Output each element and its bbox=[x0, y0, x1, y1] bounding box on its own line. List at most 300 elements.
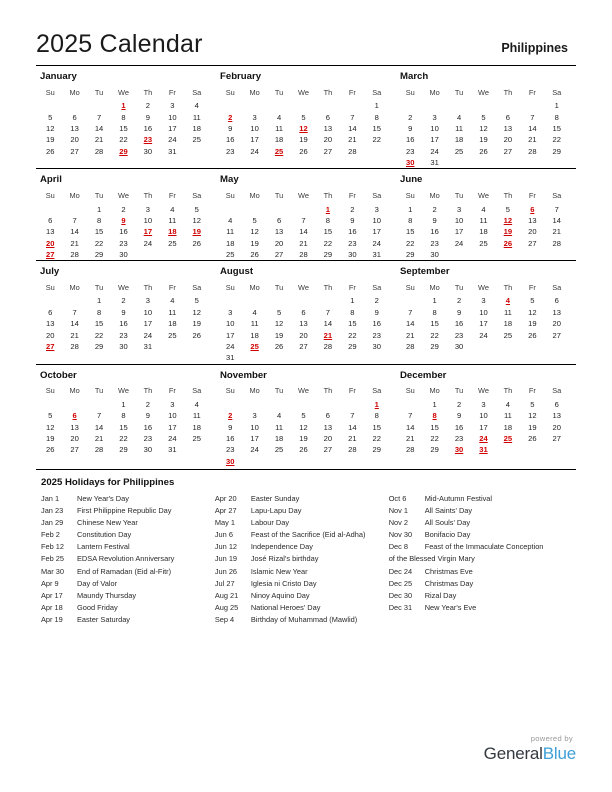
day-cell: 10 bbox=[454, 215, 464, 225]
day-cell-empty bbox=[447, 249, 471, 260]
weekday-header-su: Su bbox=[45, 386, 55, 396]
weekday-header-we: We bbox=[298, 87, 309, 97]
day-cell: 19 bbox=[45, 434, 55, 443]
day-cell: 14 bbox=[405, 422, 415, 432]
day-cell: 19 bbox=[299, 434, 308, 443]
holiday-name: Lantern Festival bbox=[77, 542, 130, 552]
day-cell: 29 bbox=[372, 445, 381, 455]
day-cell: 2 bbox=[350, 204, 355, 214]
day-cell: 17 bbox=[479, 422, 488, 432]
holiday-name: EDSA Revolution Anniversary bbox=[77, 554, 175, 564]
day-cell: 23 bbox=[225, 445, 235, 455]
weekday-header-we: We bbox=[478, 386, 489, 396]
day-cell: 3 bbox=[252, 411, 257, 421]
week-row bbox=[218, 123, 389, 134]
weekday-header-mo: Mo bbox=[429, 190, 440, 200]
day-cell: 8 bbox=[554, 112, 559, 122]
day-cell: 12 bbox=[274, 319, 284, 329]
month-may bbox=[216, 172, 396, 260]
month-name: July bbox=[40, 266, 60, 278]
day-cell: 4 bbox=[276, 112, 282, 122]
week-row bbox=[38, 329, 209, 340]
holiday-name: Christmas Eve bbox=[424, 566, 473, 576]
weekday-header-th: Th bbox=[503, 386, 513, 396]
day-cell: 14 bbox=[94, 422, 104, 432]
holiday-row bbox=[389, 578, 576, 590]
day-cell: 11 bbox=[192, 112, 201, 122]
day-cell: 5 bbox=[530, 399, 535, 409]
holiday-row bbox=[41, 505, 215, 517]
day-cell: 14 bbox=[323, 319, 333, 329]
holiday-list-section bbox=[36, 469, 576, 626]
week-row bbox=[218, 444, 389, 455]
day-cell-empty bbox=[316, 352, 340, 363]
day-cell: 10 bbox=[430, 123, 439, 133]
day-cell: 4 bbox=[170, 204, 175, 214]
holiday-row bbox=[389, 541, 576, 553]
day-cell-holiday: 1 bbox=[121, 101, 126, 111]
day-cell: 21 bbox=[70, 330, 79, 340]
day-cell: 29 bbox=[94, 342, 104, 352]
weekday-header-tu: Tu bbox=[274, 386, 284, 396]
weekday-header-sa: Sa bbox=[192, 282, 202, 292]
holiday-name: Easter Saturday bbox=[77, 614, 130, 624]
holiday-row bbox=[41, 614, 215, 626]
day-cell: 11 bbox=[275, 123, 283, 133]
holiday-row bbox=[389, 590, 576, 602]
month-name: April bbox=[40, 174, 62, 186]
day-cell: 29 bbox=[348, 342, 357, 352]
day-cell: 20 bbox=[503, 135, 513, 145]
day-cell: 19 bbox=[528, 319, 537, 329]
week-row bbox=[218, 215, 389, 226]
day-cell-empty bbox=[160, 249, 184, 260]
week-row bbox=[218, 146, 389, 157]
day-cell: 16 bbox=[348, 227, 357, 237]
day-cell-empty bbox=[316, 399, 340, 410]
holiday-date: Dec 25 bbox=[388, 578, 413, 588]
day-cell: 27 bbox=[274, 250, 284, 260]
holiday-date: Jan 29 bbox=[41, 518, 64, 528]
month-name: January bbox=[40, 71, 77, 82]
day-cell: 17 bbox=[372, 227, 381, 237]
weekday-header-fr: Fr bbox=[348, 190, 356, 200]
day-cell: 13 bbox=[45, 319, 55, 329]
day-cell-empty bbox=[218, 100, 242, 111]
day-cell: 23 bbox=[372, 330, 381, 340]
day-cell: 26 bbox=[274, 342, 284, 352]
day-cell: 5 bbox=[48, 112, 53, 122]
day-cell: 12 bbox=[192, 215, 201, 225]
month-day-grid bbox=[38, 189, 209, 260]
day-cell: 2 bbox=[121, 204, 126, 214]
quarter-block bbox=[36, 364, 576, 467]
week-row bbox=[218, 203, 389, 214]
day-cell: 16 bbox=[372, 319, 381, 329]
day-cell: 7 bbox=[96, 411, 102, 421]
week-row bbox=[218, 433, 389, 444]
week-row bbox=[218, 399, 389, 410]
day-cell: 17 bbox=[454, 227, 464, 237]
day-cell: 24 bbox=[250, 146, 259, 156]
day-cell: 5 bbox=[481, 112, 486, 122]
day-cell: 15 bbox=[430, 319, 439, 329]
day-cell: 22 bbox=[430, 330, 439, 340]
day-cell-empty bbox=[242, 352, 266, 363]
weekday-header-mo: Mo bbox=[249, 282, 260, 292]
day-cell-holiday: 30 bbox=[405, 158, 415, 168]
day-cell-empty bbox=[62, 295, 86, 306]
week-row bbox=[398, 226, 569, 237]
day-cell-holiday: 30 bbox=[225, 456, 235, 466]
quarter-block bbox=[36, 168, 576, 260]
week-row bbox=[398, 215, 569, 226]
day-cell-empty bbox=[340, 399, 364, 410]
week-row bbox=[398, 146, 569, 157]
day-cell: 11 bbox=[503, 411, 512, 421]
day-cell: 31 bbox=[225, 353, 235, 363]
day-cell: 9 bbox=[145, 411, 151, 421]
day-cell: 4 bbox=[170, 296, 175, 306]
day-cell: 4 bbox=[481, 204, 486, 214]
weekday-header-row bbox=[398, 385, 569, 399]
day-cell: 5 bbox=[252, 215, 257, 225]
day-cell: 21 bbox=[94, 135, 104, 145]
day-cell: 21 bbox=[70, 238, 79, 248]
footer-branding bbox=[484, 734, 576, 764]
day-cell: 15 bbox=[372, 422, 381, 432]
day-cell: 18 bbox=[479, 227, 488, 237]
day-cell: 13 bbox=[274, 227, 284, 237]
day-cell: 23 bbox=[119, 238, 128, 248]
day-cell: 24 bbox=[430, 146, 439, 156]
holiday-column bbox=[41, 493, 215, 626]
day-cell: 28 bbox=[348, 445, 357, 455]
week-row bbox=[218, 100, 389, 111]
day-cell: 28 bbox=[94, 146, 104, 156]
day-cell: 24 bbox=[168, 135, 177, 145]
day-cell: 14 bbox=[348, 123, 357, 133]
day-cell: 25 bbox=[503, 330, 513, 340]
weekday-header-th: Th bbox=[143, 190, 153, 200]
holiday-date: Sep 4 bbox=[214, 614, 235, 624]
week-row bbox=[38, 100, 209, 111]
day-cell: 15 bbox=[119, 422, 128, 432]
day-cell: 28 bbox=[94, 445, 104, 455]
day-cell-empty bbox=[496, 100, 520, 111]
day-cell-empty bbox=[291, 203, 315, 214]
day-cell: 26 bbox=[299, 146, 308, 156]
day-cell: 15 bbox=[405, 227, 415, 237]
weekday-header-su: Su bbox=[225, 87, 235, 97]
day-cell-empty bbox=[340, 100, 364, 111]
holiday-date: Jun 19 bbox=[214, 554, 238, 564]
day-cell-empty bbox=[136, 249, 160, 260]
weekday-header-mo: Mo bbox=[69, 386, 80, 396]
day-cell: 8 bbox=[325, 215, 331, 225]
day-cell: 23 bbox=[454, 434, 464, 443]
holiday-date: Jun 26 bbox=[214, 566, 238, 576]
holiday-date: Oct 6 bbox=[388, 493, 407, 503]
day-cell: 25 bbox=[454, 146, 464, 156]
month-name: September bbox=[400, 266, 450, 278]
month-day-grid bbox=[218, 385, 389, 467]
holiday-date: Aug 21 bbox=[214, 590, 239, 600]
day-cell: 21 bbox=[405, 330, 415, 340]
day-cell: 27 bbox=[323, 146, 333, 156]
weekday-header-sa: Sa bbox=[372, 282, 382, 292]
holiday-row bbox=[41, 578, 215, 590]
powered-by-label: powered by bbox=[530, 734, 573, 743]
week-row bbox=[38, 307, 209, 318]
day-cell: 8 bbox=[432, 307, 437, 317]
weekday-header-tu: Tu bbox=[94, 386, 104, 396]
week-row bbox=[398, 329, 569, 340]
day-cell-empty bbox=[291, 100, 315, 111]
day-cell: 10 bbox=[143, 215, 153, 225]
day-cell: 22 bbox=[372, 135, 381, 145]
weekday-header-tu: Tu bbox=[454, 386, 464, 396]
month-day-grid bbox=[38, 385, 209, 456]
day-cell: 23 bbox=[348, 238, 357, 248]
weekday-header-tu: Tu bbox=[454, 282, 464, 292]
day-cell: 6 bbox=[48, 215, 53, 225]
day-cell: 4 bbox=[505, 399, 511, 409]
holiday-name: Islamic New Year bbox=[250, 566, 308, 576]
weekday-header-tu: Tu bbox=[94, 87, 104, 97]
day-cell: 24 bbox=[372, 238, 381, 248]
day-cell-holiday: 4 bbox=[505, 296, 511, 306]
week-row bbox=[398, 157, 569, 168]
day-cell: 17 bbox=[168, 123, 177, 133]
weekday-header-fr: Fr bbox=[168, 87, 176, 97]
day-cell: 3 bbox=[432, 112, 437, 122]
day-cell-empty bbox=[471, 100, 495, 111]
day-cell: 16 bbox=[225, 135, 235, 145]
day-cell-empty bbox=[185, 341, 209, 352]
day-cell: 19 bbox=[528, 422, 537, 432]
day-cell: 21 bbox=[299, 238, 308, 248]
week-row bbox=[398, 134, 569, 145]
weekday-header-su: Su bbox=[45, 190, 55, 200]
month-name: May bbox=[220, 174, 239, 186]
day-cell: 10 bbox=[479, 307, 488, 317]
day-cell-holiday: 25 bbox=[250, 342, 259, 352]
day-cell: 19 bbox=[192, 319, 201, 329]
holiday-date: Apr 19 bbox=[41, 614, 63, 624]
day-cell-holiday: 26 bbox=[503, 238, 513, 248]
month-september bbox=[396, 264, 576, 363]
day-cell-holiday: 19 bbox=[503, 227, 513, 237]
day-cell: 22 bbox=[430, 434, 439, 443]
day-cell: 30 bbox=[119, 250, 128, 260]
day-cell: 25 bbox=[168, 238, 177, 248]
day-cell-empty bbox=[267, 456, 291, 467]
holiday-row bbox=[215, 602, 389, 614]
day-cell: 5 bbox=[505, 204, 511, 214]
day-cell: 5 bbox=[301, 112, 306, 122]
day-cell: 30 bbox=[348, 250, 357, 260]
day-cell: 27 bbox=[323, 445, 333, 455]
day-cell: 1 bbox=[432, 296, 437, 306]
day-cell-holiday: 23 bbox=[143, 135, 153, 145]
holiday-name: Iglesia ni Cristo Day bbox=[250, 578, 317, 588]
day-cell: 6 bbox=[301, 307, 306, 317]
holiday-date: Jan 23 bbox=[41, 506, 64, 516]
day-cell: 9 bbox=[456, 307, 462, 317]
day-cell: 10 bbox=[479, 411, 488, 421]
holiday-name: Independence Day bbox=[250, 542, 313, 552]
week-row bbox=[38, 123, 209, 134]
day-cell: 3 bbox=[374, 204, 379, 214]
day-cell-empty bbox=[62, 399, 86, 410]
week-row bbox=[398, 421, 569, 432]
day-cell: 30 bbox=[119, 342, 128, 352]
day-cell: 15 bbox=[372, 123, 381, 133]
day-cell: 3 bbox=[456, 204, 462, 214]
day-cell: 13 bbox=[323, 123, 333, 133]
weekday-header-sa: Sa bbox=[552, 386, 562, 396]
day-cell: 26 bbox=[528, 330, 537, 340]
day-cell: 27 bbox=[70, 146, 79, 156]
week-row bbox=[38, 203, 209, 214]
day-cell: 7 bbox=[408, 307, 413, 317]
day-cell-empty bbox=[218, 399, 242, 410]
month-name: December bbox=[400, 369, 447, 381]
day-cell: 15 bbox=[94, 227, 104, 237]
holiday-row bbox=[215, 578, 389, 590]
day-cell-empty bbox=[447, 157, 471, 168]
day-cell: 8 bbox=[408, 215, 413, 225]
day-cell: 16 bbox=[143, 123, 153, 133]
day-cell: 20 bbox=[45, 330, 55, 340]
weekday-header-tu: Tu bbox=[274, 190, 284, 200]
day-cell: 29 bbox=[94, 250, 104, 260]
day-cell: 1 bbox=[96, 204, 102, 214]
day-cell-empty bbox=[471, 157, 495, 168]
day-cell: 29 bbox=[430, 445, 439, 455]
day-cell: 6 bbox=[554, 296, 559, 306]
weekday-header-fr: Fr bbox=[168, 386, 176, 396]
holiday-date: Mar 30 bbox=[41, 566, 65, 576]
holiday-date: Apr 9 bbox=[41, 578, 59, 588]
day-cell: 16 bbox=[454, 319, 464, 329]
day-cell: 16 bbox=[430, 227, 439, 237]
holiday-row bbox=[215, 614, 389, 626]
day-cell: 14 bbox=[299, 227, 308, 237]
holiday-date: Nov 2 bbox=[388, 518, 408, 528]
day-cell: 12 bbox=[45, 422, 55, 432]
day-cell: 10 bbox=[372, 215, 381, 225]
weekday-header-mo: Mo bbox=[429, 87, 440, 97]
day-cell: 9 bbox=[121, 307, 126, 317]
day-cell-empty bbox=[38, 203, 62, 214]
day-cell: 20 bbox=[552, 319, 561, 329]
day-cell: 18 bbox=[503, 422, 513, 432]
week-row bbox=[218, 352, 389, 363]
weekday-header-tu: Tu bbox=[274, 282, 284, 292]
day-cell: 29 bbox=[430, 342, 439, 352]
day-cell: 30 bbox=[430, 250, 439, 260]
day-cell: 5 bbox=[194, 204, 199, 214]
day-cell-holiday: 27 bbox=[45, 342, 55, 352]
day-cell: 3 bbox=[481, 296, 486, 306]
holiday-row bbox=[389, 493, 576, 505]
week-row bbox=[38, 146, 209, 157]
day-cell: 1 bbox=[350, 296, 355, 306]
holiday-row bbox=[41, 541, 215, 553]
week-row bbox=[38, 444, 209, 455]
month-name: August bbox=[220, 266, 254, 278]
weekday-header-fr: Fr bbox=[168, 282, 176, 292]
day-cell-empty bbox=[267, 203, 291, 214]
day-cell: 21 bbox=[552, 227, 561, 237]
holiday-row bbox=[41, 529, 215, 541]
week-row bbox=[218, 134, 389, 145]
holiday-row bbox=[215, 553, 389, 565]
day-cell: 30 bbox=[372, 342, 381, 352]
day-cell-empty bbox=[218, 203, 242, 214]
day-cell: 8 bbox=[96, 307, 102, 317]
day-cell: 8 bbox=[374, 411, 379, 421]
weekday-header-su: Su bbox=[405, 386, 415, 396]
day-cell: 9 bbox=[456, 411, 462, 421]
day-cell: 11 bbox=[226, 227, 235, 237]
weekday-header-tu: Tu bbox=[454, 190, 464, 200]
weekday-header-fr: Fr bbox=[168, 190, 176, 200]
day-cell-holiday: 1 bbox=[325, 204, 331, 214]
weekday-header-sa: Sa bbox=[372, 386, 382, 396]
holiday-name: Ninoy Aquino Day bbox=[250, 590, 310, 600]
day-cell: 11 bbox=[168, 215, 177, 225]
day-cell: 6 bbox=[72, 112, 77, 122]
day-cell: 21 bbox=[405, 434, 415, 443]
day-cell: 1 bbox=[96, 296, 102, 306]
month-november bbox=[216, 368, 396, 467]
day-cell: 27 bbox=[552, 330, 561, 340]
day-cell: 18 bbox=[168, 319, 177, 329]
day-cell: 6 bbox=[554, 399, 559, 409]
week-row bbox=[38, 433, 209, 444]
day-cell: 26 bbox=[528, 434, 537, 443]
week-row bbox=[218, 249, 389, 260]
weekday-header-we: We bbox=[118, 282, 129, 292]
day-cell: 26 bbox=[479, 146, 488, 156]
day-cell-empty bbox=[185, 249, 209, 260]
day-cell: 7 bbox=[554, 204, 559, 214]
day-cell-holiday: 17 bbox=[143, 227, 153, 237]
weekday-header-row bbox=[218, 281, 389, 295]
day-cell: 22 bbox=[119, 135, 128, 145]
holiday-date: Nov 1 bbox=[388, 506, 408, 516]
weekday-header-row bbox=[398, 189, 569, 203]
weekday-header-sa: Sa bbox=[552, 190, 562, 200]
week-row bbox=[218, 456, 389, 467]
weekday-header-we: We bbox=[298, 190, 309, 200]
holiday-name: Feast of the Immaculate Conception bbox=[424, 542, 544, 552]
month-grid-container bbox=[36, 65, 576, 467]
week-row bbox=[38, 238, 209, 249]
day-cell: 3 bbox=[228, 307, 233, 317]
weekday-header-fr: Fr bbox=[528, 87, 536, 97]
day-cell: 30 bbox=[143, 445, 153, 455]
quarter-block bbox=[36, 65, 576, 168]
weekday-header-row bbox=[218, 86, 389, 100]
day-cell: 21 bbox=[94, 434, 104, 443]
day-cell: 2 bbox=[121, 296, 126, 306]
day-cell: 30 bbox=[143, 146, 153, 156]
generalblue-logo bbox=[484, 744, 576, 764]
